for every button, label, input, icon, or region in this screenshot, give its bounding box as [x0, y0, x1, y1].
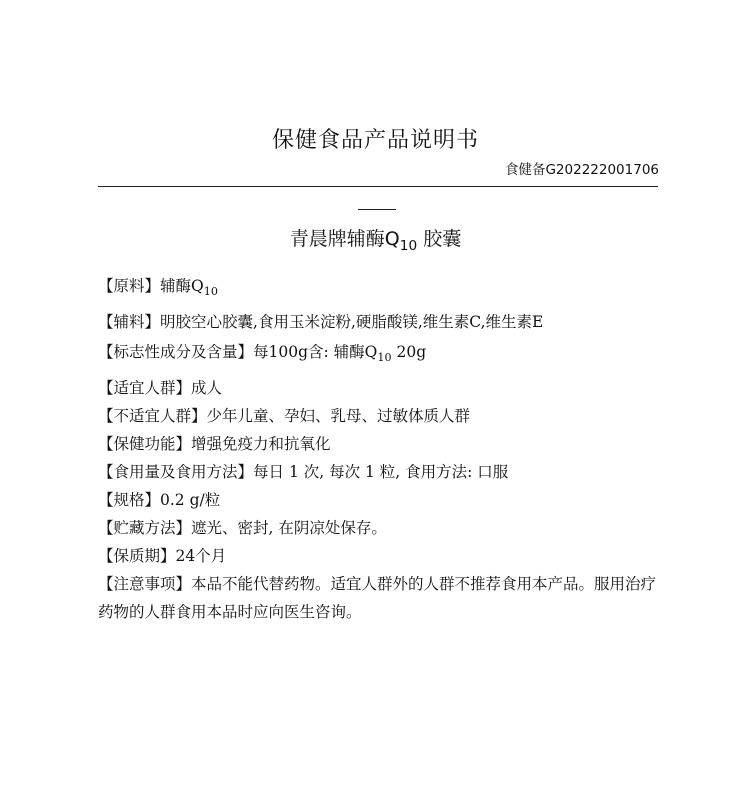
- field-label: 【不适宜人群】: [98, 406, 207, 425]
- divider-line-continuation: [358, 209, 396, 210]
- field-value: 成人: [191, 378, 223, 397]
- field-value: 每100g含: 辅酶Q: [253, 342, 378, 361]
- field-value: 0.2 g/粒: [160, 490, 221, 509]
- field-shelf-life: [98, 542, 668, 570]
- field-specification: [98, 486, 668, 514]
- field-precautions: [98, 570, 660, 626]
- field-value: 每日 1 次, 每次 1 粒, 食用方法: 口服: [253, 462, 509, 481]
- product-name-main: 青晨牌辅酶Q: [289, 228, 400, 250]
- product-name-subscript: 10: [399, 237, 418, 254]
- field-value-subscript: 10: [377, 350, 392, 364]
- field-label: 【注意事项】: [98, 574, 192, 593]
- field-label: 【保质期】: [98, 546, 176, 565]
- field-value: 增强免疫力和抗氧化: [191, 434, 331, 453]
- field-label: 【食用量及食用方法】: [98, 462, 254, 481]
- field-value: 明胶空心胶囊,食用玉米淀粉,硬脂酸镁,维生素C,维生素E: [160, 312, 544, 331]
- field-dosage: [98, 458, 668, 486]
- field-suitable-population: [98, 374, 668, 402]
- field-value: 辅酶Q: [160, 277, 204, 295]
- field-label: 【辅料】: [98, 312, 161, 331]
- field-label: 【贮藏方法】: [98, 518, 192, 537]
- field-label: 【适宜人群】: [98, 378, 192, 397]
- field-value: 少年儿童、孕妇、乳母、过敏体质人群: [206, 406, 471, 425]
- document-title: 保健食品产品说明书: [271, 128, 479, 153]
- field-storage: [98, 514, 668, 542]
- field-label: 【规格】: [98, 490, 161, 509]
- field-value: 遮光、密封, 在阴凉处保存。: [191, 518, 387, 537]
- field-health-function: [98, 430, 668, 458]
- field-marker-component: [98, 336, 668, 374]
- field-label: 【保健功能】: [98, 434, 192, 453]
- field-label: 【标志性成分及含量】: [98, 342, 254, 361]
- field-unsuitable-population: [98, 402, 668, 430]
- field-value: 本品不能代替药物。适宜人群外的人群不推荐食用本产品。服用治疗药物的人群食用本品时应向医生咨询。: [98, 574, 657, 621]
- field-list: [98, 270, 668, 626]
- field-value: 24个月: [175, 546, 227, 565]
- divider-line: [98, 186, 658, 187]
- field-excipients: [98, 308, 668, 336]
- registration-number: 食健备G202222001706: [504, 162, 659, 178]
- product-name-tail: 胶囊: [417, 228, 462, 250]
- field-label: 【原料】: [98, 277, 161, 295]
- field-value-tail: 20g: [391, 342, 427, 361]
- field-value-subscript: 10: [203, 284, 218, 298]
- field-ingredients: [98, 270, 668, 308]
- product-name: [0, 224, 751, 254]
